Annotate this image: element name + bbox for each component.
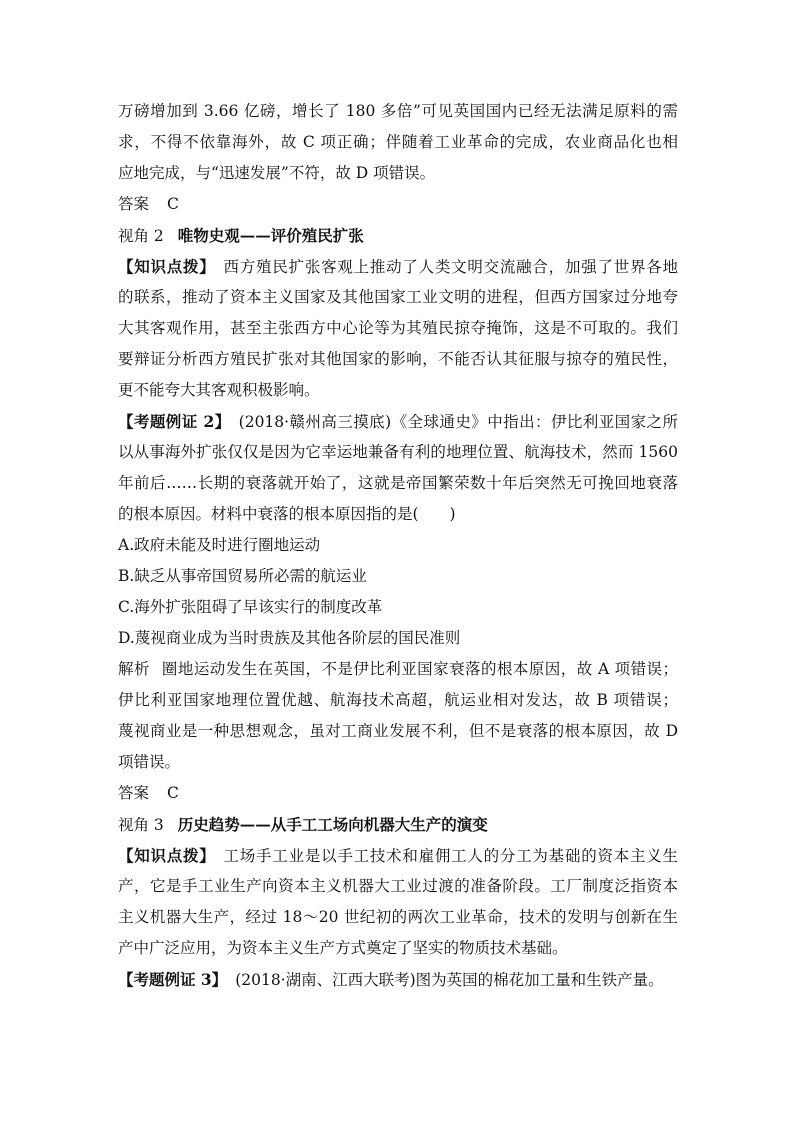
answer-1 [118,189,678,220]
example-2-first-line [118,406,678,437]
knowledge-3-tag: 【知识点拨】 [118,846,216,865]
view-2-title: 唯物史观——评价殖民扩张 [177,226,364,245]
answer-label: 答案 [118,195,150,213]
option-b: B.缺乏从事帝国贸易所必需的航运业 [118,567,367,585]
example-2-tag: 【考题例证 2】 [118,412,231,431]
knowledge-2-text: 西方殖民扩张客观上推动了人类文明交流融合，加强了世界各地 [223,258,678,276]
knowledge-2-first-line [118,251,678,282]
analysis-2-line: 蔑视商业是一种思想观念，虽对工商业发展不利，但不是衰落的根本原因，故 D [118,722,678,740]
analysis-2-text: 圈地运动发生在英国，不是伊比利亚国家衰落的根本原因，故 A 项错误； [161,660,678,678]
answer-2 [118,778,678,809]
knowledge-3-first-line [118,840,678,871]
example-2-line: 的根本原因。材料中衰落的根本原因指的是( ) [118,505,456,523]
knowledge-2-line: 大其客观作用，甚至主张西方中心论等为其殖民掠夺掩饰，这是不可取的。我们 [118,319,678,337]
knowledge-2-line: 要辩证分析西方殖民扩张对其他国家的影响，不能否认其征服与掠夺的殖民性， [118,350,678,368]
example-3-text: (2018·湖南、江西大联考)图为英国的棉花加工量和生铁产量。 [235,971,664,989]
example-3-first-line [118,964,678,995]
option-a: A.政府未能及时进行圈地运动 [118,536,321,554]
analysis-continuation-line-2: 求，不得不依靠海外，故 C 项正确；伴随着工业革命的完成，农业商品化也相 [118,133,678,151]
example-2-text: (2018·赣州高三摸底)《全球通史》中指出：伊比利亚国家之所 [238,413,678,431]
analysis-2-line: 伊比利亚国家地理位置优越、航海技术高超，航运业相对发达，故 B 项错误； [118,691,678,709]
knowledge-3-line: 主义机器大生产，经过 18～20 世纪初的两次工业革命，技术的发明与创新在生 [118,908,678,926]
answer-label: 答案 [118,784,150,802]
knowledge-2-line: 的联系，推动了资本主义国家及其他国家工业文明的进程，但西方国家过分地夸 [118,288,678,306]
knowledge-3-text: 工场手工业是以手工技术和雇佣工人的分工为基础的资本主义生 [223,847,678,865]
answer-value: C [167,784,179,802]
example-2-line: 年前后……长期的衰落就开始了，这就是帝国繁荣数十年后突然无可挽回地衰落 [118,474,678,492]
analysis-continuation-line-1: 万磅增加到 3.66 亿磅，增长了 180 多倍”可见英国国内已经无法满足原料的需 [118,102,678,120]
option-c: C.海外扩张阻碍了早该实行的制度改革 [118,598,383,616]
document-page [118,96,678,995]
analysis-label: 解析 [118,660,150,678]
knowledge-3-line: 产，它是手工业生产向资本主义机器大工业过渡的准备阶段。工厂制度泛指资本 [118,877,678,895]
view-3-label: 视角 3 [118,816,164,834]
analysis-2-line: 项错误。 [118,753,181,771]
example-2-line: 以从事海外扩张仅仅是因为它幸运地兼备有利的地理位置、航海技术，然而 1560 [118,443,678,461]
view-3-heading [118,809,678,840]
knowledge-2-line: 更不能夸大其客观积极影响。 [118,381,320,399]
view-2-label: 视角 2 [118,227,164,245]
knowledge-3-line: 产中广泛应用，为资本主义生产方式奠定了坚实的物质技术基础。 [118,939,568,957]
analysis-continuation-line-3: 应地完成，与“迅速发展”不符，故 D 项错误。 [118,164,436,182]
analysis-2-first-line [118,654,678,685]
example-3-tag: 【考题例证 3】 [118,970,228,989]
option-d: D.蔑视商业成为当时贵族及其他各阶层的国民准则 [118,629,461,647]
view-2-heading [118,220,678,251]
knowledge-2-tag: 【知识点拨】 [118,257,216,276]
view-3-title: 历史趋势——从手工工场向机器大生产的演变 [177,815,488,834]
answer-value: C [167,195,179,213]
